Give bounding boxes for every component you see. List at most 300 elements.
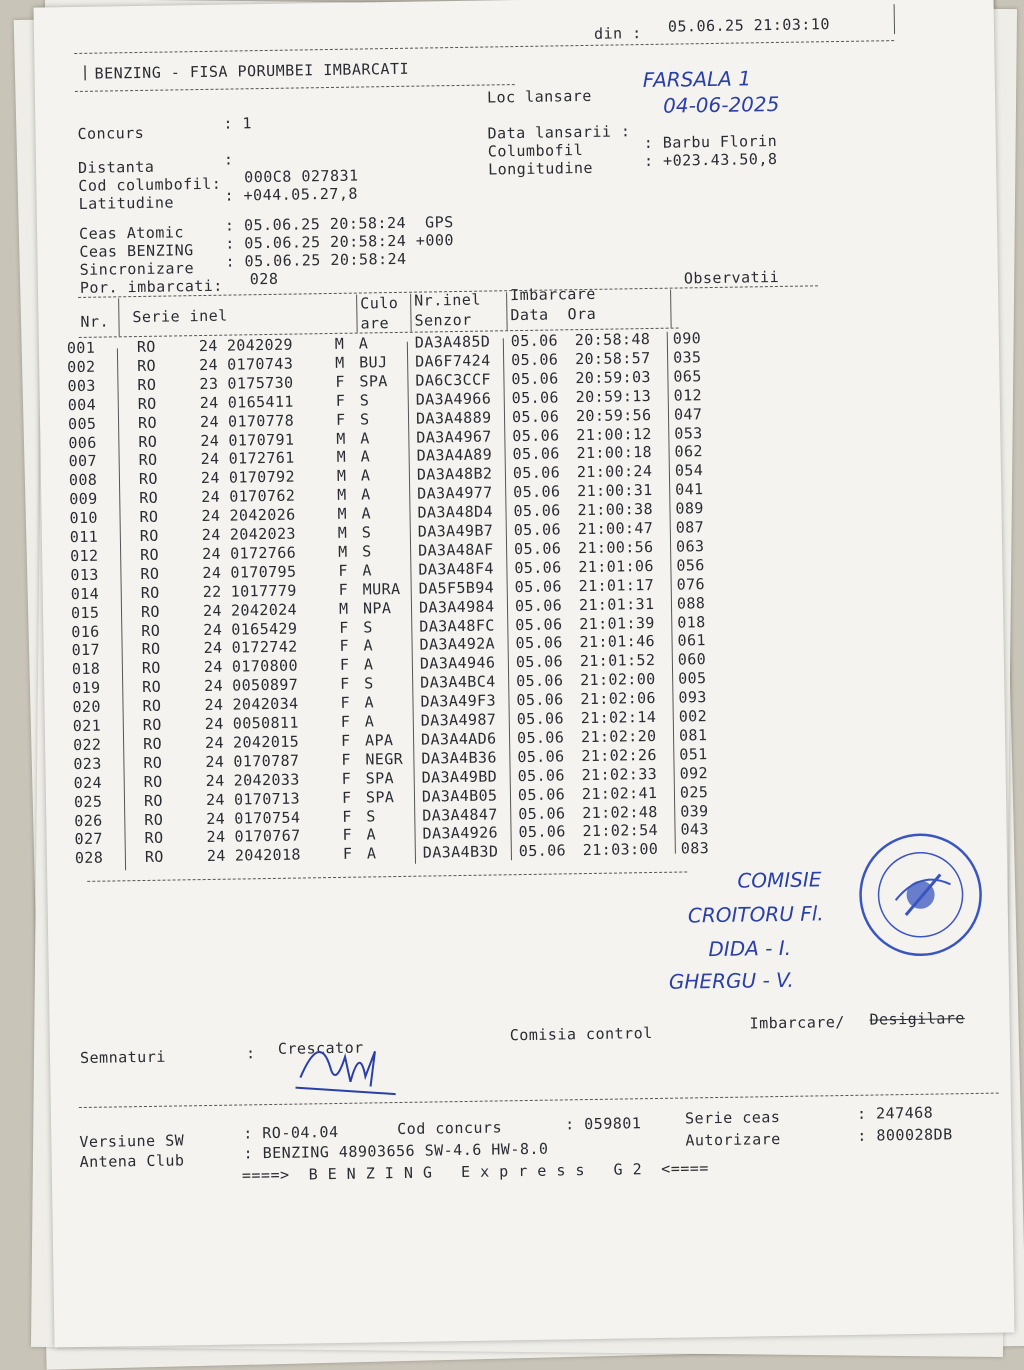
row-nr: 017 (71, 641, 101, 660)
row-nr: 020 (72, 697, 101, 717)
row-sex: F (340, 712, 351, 731)
row-date: 05.06 (514, 577, 562, 596)
ceas-atomic-label: Ceas Atomic (78, 223, 185, 243)
latitudine-value: : +044.05.27,8 (224, 184, 359, 205)
row-ring-number: 1017779 (230, 581, 297, 601)
distanta-label: Distanta (77, 157, 155, 177)
row-date: 05.06 (515, 633, 563, 653)
row-sensor: DA3A4B05 (421, 786, 498, 806)
row-observation: 087 (675, 518, 705, 537)
versiune-value: : RO-04.04 (243, 1122, 339, 1143)
row-sex: M (336, 429, 346, 448)
loc-lansare-label: Loc lansare (486, 86, 592, 107)
row-year: 24 (200, 450, 220, 469)
data-lansarii-label: Data lansarii : (487, 122, 631, 143)
row-time: 20:59:03 (575, 367, 652, 387)
row-observation: 088 (676, 593, 706, 613)
row-time: 21:02:41 (581, 783, 658, 803)
row-time: 21:00:56 (577, 537, 654, 558)
row-country: RO (138, 470, 158, 489)
row-sensor: DA3A48B2 (416, 464, 493, 484)
row-nr: 003 (67, 376, 96, 395)
row-country: RO (143, 753, 163, 772)
loc-lansare-value: FARSALA 1 (642, 66, 752, 93)
row-observation: 054 (674, 461, 704, 480)
row-date: 05.06 (511, 388, 560, 407)
row-country: RO (142, 715, 162, 734)
row-country: RO (137, 394, 157, 413)
distanta-colon: : (223, 150, 234, 169)
row-time: 21:00:31 (577, 481, 653, 501)
row-ring-number: 0170795 (230, 562, 297, 582)
row-nr: 006 (68, 433, 97, 452)
row-color: S (364, 674, 374, 693)
pigeon-table (67, 329, 735, 879)
row-sex: F (335, 410, 346, 429)
row-country: RO (137, 356, 157, 375)
row-observation: 047 (673, 404, 703, 424)
row-year: 24 (205, 790, 226, 809)
row-sex: M (338, 599, 349, 618)
row-ring-number: 0170743 (227, 354, 294, 374)
row-color: SPA (365, 787, 395, 807)
table-col-divider-nrinel (410, 294, 412, 332)
din-value: 05.06.25 21:03:10 (667, 15, 831, 36)
row-time: 21:02:06 (580, 689, 657, 709)
versiune-label: Versiune SW (79, 1131, 185, 1152)
row-year: 24 (201, 525, 221, 545)
row-country: RO (139, 526, 159, 546)
row-country: RO (137, 375, 157, 394)
row-date: 05.06 (513, 501, 561, 521)
cod-concurs-value: : 059801 (565, 1114, 642, 1134)
row-ring-number: 0165411 (227, 392, 294, 412)
col-header-imbarcare-2: Data Ora (510, 304, 597, 325)
row-observation: 051 (679, 744, 708, 764)
row-nr: 007 (68, 452, 98, 471)
row-year: 24 (205, 771, 225, 790)
row-country: RO (143, 791, 164, 810)
row-ring-number: 0050811 (232, 713, 299, 733)
por-imbarcati-value: 028 (249, 269, 279, 289)
row-sensor: DA3A4B3D (422, 842, 499, 862)
row-country: RO (137, 413, 158, 432)
row-sex: M (337, 504, 348, 524)
row-nr: 008 (68, 470, 98, 490)
row-color: NPA (362, 598, 392, 618)
row-year: 24 (199, 355, 219, 374)
imbarcare-label: Imbarcare/ (749, 1013, 846, 1033)
row-observation: 083 (680, 839, 710, 858)
row-time: 21:02:20 (580, 726, 657, 747)
row-color: MURA (362, 579, 401, 599)
handwritten-commission-1: COMISIE (737, 867, 822, 893)
row-observation: 092 (679, 763, 709, 783)
row-date: 05.06 (516, 709, 565, 729)
row-ring-number: 0170792 (228, 467, 296, 487)
col-header-observatii: Observatii (683, 267, 780, 288)
row-nr: 009 (69, 489, 98, 509)
sincronizare-value: : 05.06.25 20:58:24 (225, 249, 407, 271)
row-sensor: DA3A49F3 (420, 691, 497, 711)
row-sensor: DA3A49B7 (417, 521, 494, 541)
row-color: A (363, 655, 374, 674)
latitudine-label: Latitudine (78, 193, 175, 213)
data-lansarii-value: 04-06-2025 (662, 91, 780, 118)
document-sheet (34, 0, 1015, 1347)
row-observation: 012 (673, 385, 703, 405)
desigilare-label: Desigilare (869, 1009, 965, 1029)
handwritten-commission-3: DIDA - I. (708, 935, 792, 962)
row-date: 05.06 (513, 539, 562, 559)
row-year: 24 (204, 733, 225, 752)
row-nr: 001 (66, 338, 96, 358)
row-sensor: DA5F5B94 (418, 578, 495, 598)
longitudine-value: : +023.43.50,8 (643, 149, 778, 171)
autorizare-value: : 800028DB (857, 1125, 953, 1145)
row-year: 23 (199, 374, 219, 393)
row-country: RO (138, 451, 158, 470)
row-ring-number: 2042033 (233, 770, 300, 790)
row-nr: 018 (71, 659, 101, 679)
serie-ceas-value: : 247468 (856, 1103, 934, 1123)
row-year: 24 (199, 393, 219, 412)
row-sensor: DA6C3CCF (415, 370, 492, 390)
row-date: 05.06 (515, 614, 563, 634)
row-date: 05.06 (517, 766, 565, 785)
row-date: 05.06 (517, 784, 566, 804)
row-observation: 043 (680, 820, 709, 839)
row-time: 21:01:52 (579, 651, 656, 671)
row-ring-number: 0172742 (231, 637, 298, 657)
row-time: 21:02:00 (580, 670, 656, 690)
row-time: 21:00:24 (576, 462, 653, 482)
row-color: SPA (359, 371, 388, 391)
row-time: 20:58:48 (574, 329, 651, 350)
ceas-benzing-value: : 05.06.25 20:58:24 +000 (225, 231, 455, 253)
row-nr: 010 (69, 508, 98, 528)
row-observation: 060 (677, 650, 707, 669)
row-color: A (361, 504, 372, 523)
row-sensor: DA3A48F4 (418, 559, 494, 579)
row-sex: M (337, 523, 348, 542)
row-date: 05.06 (512, 444, 560, 464)
row-country: RO (144, 810, 164, 829)
sincronizare-label: Sincronizare (79, 259, 195, 279)
row-sensor: DA3A4987 (420, 710, 497, 730)
comisia-label: Comisia control (509, 1024, 653, 1045)
row-country: RO (140, 545, 160, 564)
club-stamp (855, 829, 987, 961)
row-ring-number: 0170713 (233, 789, 301, 809)
row-sensor: DA3A48D4 (417, 502, 494, 522)
row-sex: F (341, 769, 352, 788)
autorizare-label: Autorizare (685, 1130, 781, 1150)
concurs-label: Concurs (77, 123, 145, 143)
row-sex: F (339, 656, 350, 675)
crescator-label: Crescator (277, 1038, 364, 1058)
row-observation: 039 (680, 801, 709, 821)
row-observation: 065 (673, 366, 702, 386)
serie-ceas-label: Serie ceas (684, 1108, 781, 1128)
row-observation: 076 (676, 574, 706, 594)
row-date: 05.06 (513, 520, 562, 540)
row-color: BUJ (359, 352, 388, 372)
row-year: 24 (204, 676, 224, 696)
row-sensor: DA3A4889 (415, 408, 492, 428)
row-country: RO (142, 677, 162, 697)
row-sex: F (342, 826, 353, 845)
row-sensor: DA3A4984 (418, 597, 495, 617)
row-year: 24 (202, 601, 223, 620)
row-color: S (363, 617, 373, 637)
row-color: S (359, 391, 370, 410)
row-observation: 089 (675, 499, 704, 518)
row-country: RO (141, 659, 161, 678)
row-sex: F (338, 580, 349, 599)
row-observation: 093 (678, 688, 707, 707)
row-time: 21:02:26 (581, 745, 657, 765)
row-color: A (363, 636, 374, 655)
row-ring-number: 0170791 (228, 430, 295, 450)
row-year: 24 (200, 469, 220, 488)
row-ring-number: 2042018 (234, 845, 302, 865)
row-country: RO (141, 640, 161, 659)
row-country: RO (143, 772, 163, 791)
row-sensor: DA3A48AF (417, 540, 494, 560)
row-nr: 021 (72, 716, 102, 736)
row-year: 24 (206, 828, 226, 847)
row-sex: F (338, 561, 348, 580)
row-color: A (364, 712, 375, 731)
row-time: 21:02:33 (581, 764, 658, 784)
row-sex: F (340, 674, 350, 694)
row-ring-number: 0172761 (228, 448, 295, 469)
row-date: 05.06 (512, 463, 561, 483)
row-time: 20:59:56 (575, 405, 652, 425)
row-sensor: DA3A4847 (422, 804, 498, 825)
row-country: RO (142, 696, 162, 716)
col-header-culoare-2: are (360, 314, 390, 333)
row-year: 24 (206, 847, 226, 866)
row-country: RO (139, 488, 159, 508)
row-time: 21:00:47 (577, 518, 654, 539)
antena-label: Antena Club (79, 1151, 185, 1172)
row-ring-number: 0172766 (229, 543, 297, 563)
por-imbarcati-label: Por. imbarcati: (79, 276, 224, 297)
row-sex: F (335, 372, 346, 391)
longitudine-label: Longitudine (487, 158, 594, 179)
col-header-nr: Nr. (80, 312, 110, 331)
col-header-serie-inel: Serie inel (132, 306, 228, 327)
table-col-divider-imbarcare (506, 292, 508, 330)
row-ring-number: 0170778 (227, 411, 295, 431)
row-color: A (366, 825, 377, 844)
document-title: | (80, 62, 91, 81)
row-ring-number: 0170762 (229, 486, 296, 506)
row-sensor: DA3A492A (419, 634, 496, 655)
row-color: A (358, 334, 369, 353)
cod-concurs-label: Cod concurs (397, 1118, 503, 1139)
row-ring-number: 2042026 (229, 505, 296, 525)
row-observation: 053 (674, 423, 703, 443)
row-year: 24 (202, 563, 222, 582)
row-nr: 019 (72, 678, 101, 698)
row-color: S (359, 409, 370, 429)
row-country: RO (138, 432, 158, 451)
row-ring-number: 2042015 (232, 732, 300, 752)
row-year: 24 (203, 658, 223, 677)
row-date: 05.06 (518, 822, 566, 842)
handwritten-commission-2: CROITORU Fl. (687, 901, 824, 928)
row-sex: M (336, 467, 347, 486)
row-nr: 014 (70, 584, 100, 603)
row-nr: 016 (71, 622, 100, 641)
row-color: S (361, 523, 372, 542)
row-ring-number: 2042024 (230, 600, 298, 620)
row-time: 21:01:39 (579, 613, 655, 633)
benzing-banner: ====> B E N Z I N G E x p r e s s G 2 <==== (241, 1159, 710, 1185)
row-observation: 002 (678, 707, 708, 726)
row-year: 24 (200, 431, 220, 450)
row-year: 24 (199, 412, 220, 431)
row-sensor: DA3A4977 (417, 483, 493, 503)
row-year: 24 (203, 620, 223, 639)
row-date: 05.06 (514, 595, 563, 615)
antena-value: : BENZING 48903656 SW-4.6 HW-8.0 (243, 1139, 549, 1163)
row-ring-number: 0170767 (234, 826, 301, 846)
row-observation: 062 (674, 442, 704, 461)
row-observation: 056 (676, 555, 705, 575)
row-time: 20:58:57 (574, 348, 651, 369)
row-sex: M (337, 485, 347, 505)
row-nr: 004 (67, 395, 97, 414)
row-sensor: DA3A4926 (422, 823, 499, 844)
row-sex: F (342, 807, 352, 826)
semnaturi-colon: : (245, 1044, 256, 1063)
col-header-imbarcare-1: Imbarcare (509, 284, 597, 305)
row-nr: 012 (70, 546, 99, 566)
row-color: A (364, 693, 375, 712)
row-sex: F (341, 750, 351, 769)
row-date: 05.06 (510, 331, 559, 351)
row-date: 05.06 (516, 690, 564, 710)
row-sensor: DA3A4967 (416, 426, 492, 447)
row-country: RO (139, 507, 159, 527)
row-observation: 025 (679, 782, 709, 802)
row-time: 21:01:31 (578, 594, 655, 614)
row-country: RO (144, 847, 164, 867)
stamp-icon (855, 829, 987, 961)
row-sex: M (336, 448, 347, 467)
row-date: 05.06 (512, 425, 560, 445)
row-time: 21:02:14 (580, 707, 657, 728)
row-ring-number: 0170800 (231, 656, 299, 676)
row-sex: M (337, 542, 348, 561)
row-nr: 028 (74, 848, 104, 868)
row-observation: 061 (677, 631, 706, 650)
row-time: 21:02:54 (582, 821, 659, 841)
row-sensor: DA3A48FC (419, 615, 495, 636)
row-year: 24 (205, 752, 225, 771)
row-color: A (360, 428, 370, 448)
row-date: 05.06 (514, 558, 562, 577)
row-ring-number: 2042034 (232, 694, 299, 714)
row-time: 21:00:38 (577, 500, 654, 520)
row-ring-number: 0175730 (227, 373, 294, 393)
row-sensor: DA3A485D (414, 332, 491, 352)
row-color: S (366, 806, 376, 825)
header-bottom-rule (75, 84, 515, 92)
header-right-divider (894, 4, 895, 34)
row-observation: 005 (678, 669, 707, 688)
row-ring-number: 0170754 (234, 808, 301, 828)
semnaturi-label: Semnaturi (79, 1047, 166, 1068)
row-nr: 005 (67, 414, 97, 433)
row-year: 24 (198, 336, 218, 356)
row-observation: 035 (672, 348, 702, 367)
row-observation: 041 (675, 480, 704, 499)
row-color: S (361, 542, 372, 561)
row-sex: M (334, 334, 345, 353)
row-time: 21:01:46 (579, 632, 656, 652)
row-observation: 063 (675, 537, 705, 556)
row-ring-number: 2042023 (229, 524, 296, 544)
row-year: 24 (206, 809, 226, 828)
row-date: 05.06 (516, 728, 565, 748)
col-header-culoare-1: Culo (360, 293, 399, 313)
row-ring-number: 0165429 (231, 619, 298, 639)
row-nr: 013 (70, 565, 99, 584)
row-sensor: DA3A4A89 (416, 445, 493, 466)
row-country: RO (140, 583, 160, 602)
row-date: 05.06 (517, 747, 565, 766)
row-year: 24 (201, 506, 221, 526)
row-color: A (366, 844, 377, 863)
row-nr: 024 (73, 773, 103, 792)
table-col-divider-obs (670, 290, 672, 328)
row-sex: F (341, 788, 352, 807)
row-nr: 002 (67, 357, 96, 377)
row-time: 21:01:06 (578, 556, 654, 576)
row-date: 05.06 (511, 407, 560, 426)
row-country: RO (136, 337, 156, 357)
columbofil-label: Columbofil (487, 141, 584, 161)
row-sex: F (339, 618, 349, 637)
row-nr: 023 (73, 754, 102, 773)
row-country: RO (140, 602, 161, 621)
row-country: RO (144, 829, 164, 848)
row-nr: 015 (70, 603, 100, 622)
row-sensor: DA3A4946 (419, 653, 496, 673)
row-year: 22 (202, 582, 222, 601)
col-header-nr-inel-2: Senzor (414, 310, 472, 330)
table-col-divider-culoare (356, 295, 358, 333)
row-sensor: DA6F7424 (415, 351, 491, 371)
row-time: 21:00:12 (576, 424, 652, 444)
row-date: 05.06 (518, 841, 567, 861)
row-nr: 027 (74, 830, 104, 849)
row-time: 21:01:17 (578, 575, 655, 595)
row-time: 21:02:48 (582, 802, 658, 822)
row-time: 21:03:00 (582, 840, 659, 860)
row-nr: 011 (69, 527, 99, 547)
row-year: 24 (201, 544, 222, 563)
row-sex: F (335, 391, 346, 410)
signature-scribble (290, 1026, 401, 1098)
row-observation: 090 (672, 329, 702, 348)
row-sex: M (335, 353, 345, 372)
